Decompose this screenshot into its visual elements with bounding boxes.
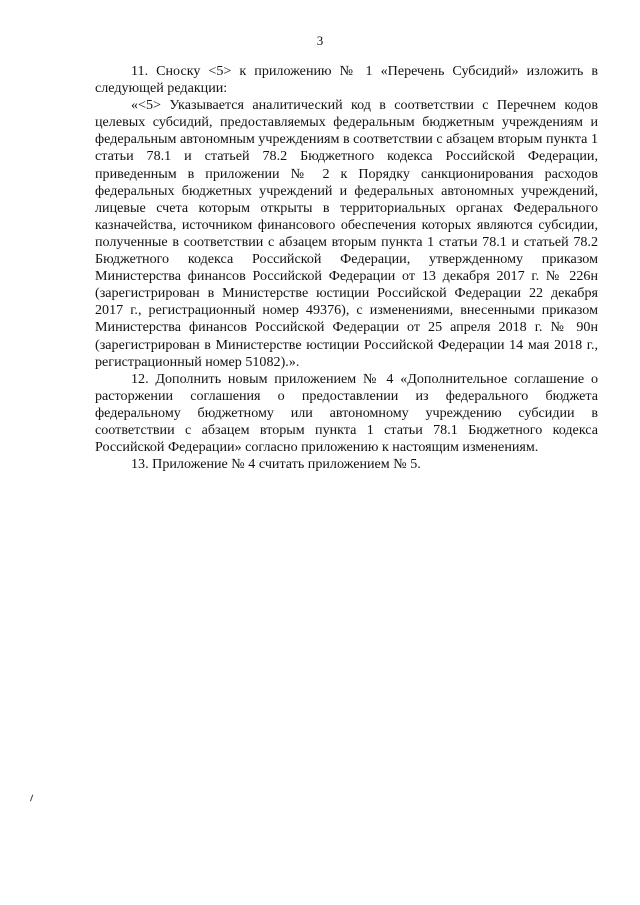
paragraph-11: 11. Сноску <5> к приложению № 1 «Перечень Субсидий» изложить в следующей редакции: bbox=[95, 63, 598, 97]
document-body bbox=[95, 63, 598, 473]
scan-mark bbox=[30, 795, 36, 803]
page-number: 3 bbox=[316, 33, 324, 48]
paragraph-12: 12. Дополнить новым приложением № 4 «Дополнительное соглашение о расторжении соглашения о предоставлении из федерального бюджета федеральному бюджетному или автономному учреждению субсидии в соответствии с абзацем вторым пункта 1 статьи 78.1 Бюджетного кодекса Российской Федерации» согласно приложению к настоящим изменениям. bbox=[95, 370, 598, 456]
paragraph-footnote-5: «<5> Указывается аналитический код в соответствии с Перечнем кодов целевых субсидий, предоставляемых федеральным бюджетным учреждениям и федеральным автономным учреждениям в соответствии с абзацем вторым пункта 1 статьи 78.1 и статьей 78.2 Бюджетного кодекса Российской Федерации, приведенным в приложении № 2 к Порядку санкционирования расходов федеральных бюджетных учреждений и федеральных автономных учреждений, лицевые счета которым открыты в территориальных органах Федерального казначейства, источником финансового обеспечения которых являются субсидии, полученные в соответствии с абзацем вторым пункта 1 статьи 78.1 и статьей 78.2 Бюджетного кодекса Российской Федерации, утвержденному приказом Министерства финансов Российской Федерации от 13 декабря 2017 г. № 226н (зарегистрирован в Министерстве юстиции Российской Федерации 22 декабря 2017 г., регистрационный номер 49376), с изменениями, внесенными приказом Министерства финансов Российской Федерации от 25 апреля 2018 г. № 90н (зарегистрирован в Министерстве юстиции Российской Федерации 14 мая 2018 г., регистрационный номер 51082).». bbox=[95, 97, 598, 370]
paragraph-13: 13. Приложение № 4 считать приложением № 5. bbox=[131, 456, 421, 473]
